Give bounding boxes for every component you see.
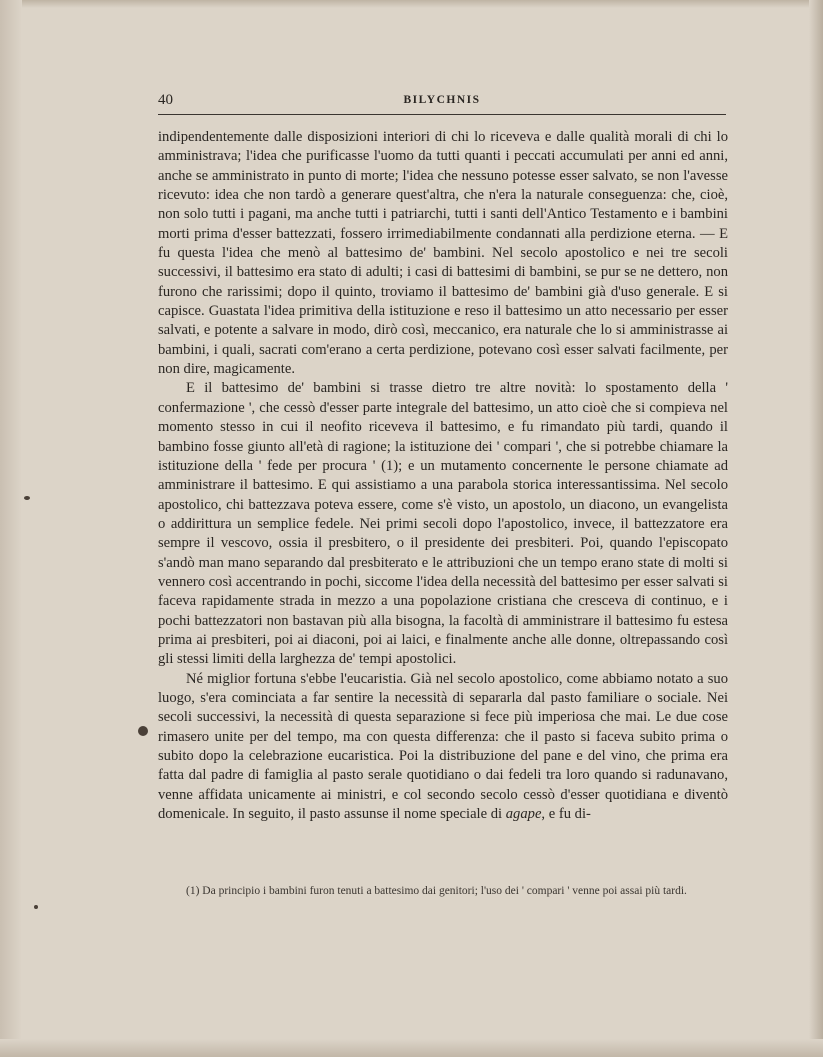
page-top-edge [0,0,823,8]
paragraph-3-text: Né miglior fortuna s'ebbe l'eucaristia. Già nel secolo apostolico, come abbiamo notato a suo luogo, s'era cominciata a far sentire la necessità di separarla dal pasto familiare o sociale. Nei secoli successivi, la necessità di questa separazione si fece più imperiosa che mai. Le due cose rimasero unite per del tempo, ma con questa differenza: che il pasto si faceva subito prima o subito dopo la celebrazione eucaristica. Poi la distribuzione del pane e del vino, che prima era fatta dal padre di famiglia al pasto serale quotidiano o dai fedeli tra loro quando si radunavano, venne affidata unicamente ai ministri, e col secondo secolo cessò d'esser quotidiana e diventò domenicale. In seguito, il pasto assunse il nome speciale di [158,670,728,823]
paragraph-3 [158,670,728,825]
page-number: 40 [158,92,173,108]
paragraph-3-tail: , e fu di- [541,806,591,823]
body-text [158,128,728,824]
page-right-edge [809,0,823,1057]
ink-spot [34,905,38,909]
paragraph-2: E il battesimo de' bambini si trasse dietro tre altre novità: lo spostamento della ' confermazione ', che cessò d'esser parte integrale del battesimo, un atto cioè che si compieva nel momento stesso in cui il neofito riceveva il battesimo, e fu rimandato più tardi, quando il bambino fosse giunto all'età di ragione; la istituzione dei ' compari ', che si potrebbe chiamare la istituzione della ' fede per procura ' (1); e un mutamento concernente le persone chiamate ad amministrare il battesimo. E qui assistiamo a una parabola storica interessantissima. Nel secolo apostolico, chi battezzava poteva essere, come s'è visto, un apostolo, un diacono, un evangelista o addirittura un semplice fedele. Nei primi secoli dopo l'apostolico, invece, il battezzatore era sempre il vescovo, ossia il presbitero, o il presidente dei presbiteri. Poi, quando l'episcopato s'andò man mano separando dal presbiterato e le attribuzioni che un tempo erano state di molti si vennero così accentrando in pochi, siccome l'idea della necessità del battesimo per esser salvati si faceva rapidamente strada in mezzo a una popolazione cristiana che cresceva di continuo, e i pochi battezzatori non bastavan più alla bisogna, la facoltà di amministrare il battesimo fu estesa prima ai presbiteri, poi ai diaconi, poi ai laici, e finalmente anche alle donne, oltrepassando così gli stessi limiti della larghezza de' tempi apostolici. [158,380,728,668]
running-title: BILYCHNIS [403,94,481,106]
agape-word: agape [505,806,542,823]
page-gutter [0,0,22,1057]
footnote: (1) Da principio i bambini furon tenuti a battesimo dai genitori; l'uso dei ' compari ' venne poi assai più tardi. [186,885,687,897]
page-bottom-edge [0,1039,823,1057]
paragraph-1: indipendentemente dalle disposizioni interiori di chi lo riceveva e dalle qualità morali di chi lo amministrava; l'idea che purificasse l'uomo da tutti quanti i peccati accumulati per anni ed anni, anche se amministrato in punto di morte; l'idea che nessuno potesse esser salvato, se non l'avesse ricevuto: idea che non tardò a generare quest'altra, che n'era la naturale conseguenza: che, cioè, non solo tutti i pagani, ma anche tutti i patriarchi, tutti i santi dell'Antico Testamento e i bambini morti prima d'esser battezzati, fossero irrimediabilmente condannati alla perdizione eterna. — E fu questa l'idea che menò al battesimo de' bambini. Nel secolo apostolico e nei tre secoli successivi, il battesimo era stato di adulti; i casi di battesimi di bambini, se pur se ne dettero, non furono che rarissimi; dopo il quinto, troviamo il battesimo de' bambini già d'uso generale. E si capisce. Guastata l'idea primitiva della istituzione e reso il battesimo un atto necessario per esser salvati, e potente a salvare in modo, dirò così, meccanico, era naturale che lo si amministrasse ai bambini, i quali, sacrati com'erano a certa perdizione, potevano così esser salvati facilmente, per non dire, magicamente. [158,129,728,378]
ink-spot [24,496,30,500]
running-header [158,92,726,115]
ink-spot [138,726,148,736]
